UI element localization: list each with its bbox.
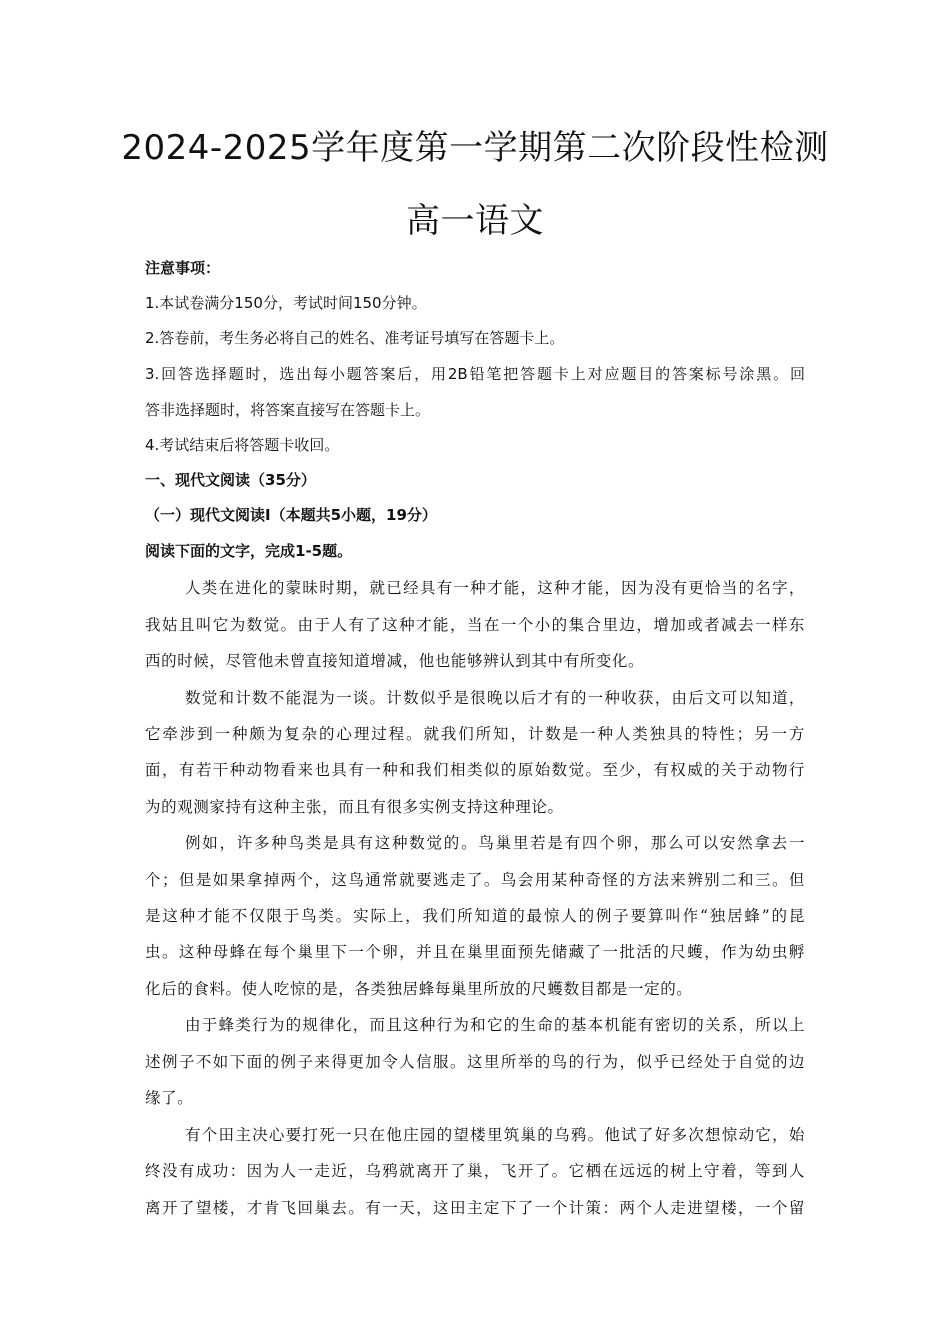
notice-item: 1.本试卷满分150分，考试时间150分钟。 (145, 294, 427, 312)
subject-title: 高一语文 (406, 201, 544, 241)
passage-line: 虫。这种母蜂在每个巢里下一个卵，并且在巢里面预先储藏了一批活的尺蠖，作为幼虫孵 (145, 943, 805, 961)
passage-line: 人类在进化的蒙昧时期，就已经具有一种才能，这种才能，因为没有更恰当的名字， (185, 579, 805, 597)
notice-item: 2.答卷前，考生务必将自己的姓名、准考证号填写在答题卡上。 (145, 329, 565, 347)
passage-line: 它牵涉到一种颇为复杂的心理过程。就我们所知，计数是一种人类独具的特性；另一方 (145, 725, 805, 743)
passage-line: 离开了望楼，才肯飞回巢去。有一天，这田主定下了一个计策：两个人走进望楼，一个留 (145, 1199, 805, 1217)
section-heading: 一、现代文阅读（35分） (145, 471, 316, 489)
notice-item: 3.回答选择题时，选出每小题答案后，用2B铅笔把答题卡上对应题目的答案标号涂黑。回 (145, 365, 805, 383)
passage-line: 缘了。 (145, 1089, 194, 1107)
passage-line: 个；但是如果拿掉两个，这鸟通常就要逃走了。鸟会用某种奇怪的方法来辨别二和三。但 (145, 871, 805, 889)
reading-instruction: 阅读下面的文字，完成1-5题。 (145, 542, 353, 560)
passage-line: 有个田主决心要打死一只在他庄园的望楼里筑巢的乌鸦。他试了好多次想惊动它，始 (185, 1126, 805, 1144)
passage-line: 述例子不如下面的例子来得更加令人信服。这里所举的鸟的行为，似乎已经处于自觉的边 (145, 1053, 805, 1071)
exam-title: 2024-2025学年度第一学期第二次阶段性检测 (121, 128, 829, 168)
passage-line: 由于蜂类行为的规律化，而且这种行为和它的生命的基本机能有密切的关系，所以上 (185, 1016, 805, 1034)
passage-line: 化后的食料。使人吃惊的是，各类独居蜂每巢里所放的尺蠖数目都是一定的。 (145, 980, 693, 998)
passage-line: 面，有若干种动物看来也具有一种和我们相类似的原始数觉。至少，有权威的关于动物行 (145, 761, 805, 779)
sub-section-heading: （一）现代文阅读Ⅰ（本题共5小题，19分） (145, 506, 437, 524)
passage-line: 为的观测家持有这种主张，而且有很多实例支持这种理论。 (145, 798, 564, 816)
passage-line: 终没有成功：因为人一走近，乌鸦就离开了巢，飞开了。它栖在远远的树上守着，等到人 (145, 1162, 805, 1180)
notice-item: 答非选择题时，将答案直接写在答题卡上。 (145, 401, 431, 419)
passage-line: 西的时候，尽管他未曾直接知道增减，他也能够辨认到其中有所变化。 (145, 652, 645, 670)
notice-item: 4.考试结束后将答题卡收回。 (145, 436, 340, 454)
passage-line: 数觉和计数不能混为一谈。计数似乎是很晚以后才有的一种收获，由后文可以知道， (185, 689, 805, 707)
notice-heading: 注意事项： (145, 259, 221, 277)
passage-line: 是这种才能不仅限于鸟类。实际上，我们所知道的最惊人的例子要算叫作“独居蜂”的昆 (145, 907, 805, 925)
passage-line: 我姑且叫它为数觉。由于人有了这种才能，当在一个小的集合里边，增加或者减去一样东 (145, 616, 805, 634)
passage-line: 例如，许多种鸟类是具有这种数觉的。鸟巢里若是有四个卵，那么可以安然拿去一 (185, 834, 805, 852)
